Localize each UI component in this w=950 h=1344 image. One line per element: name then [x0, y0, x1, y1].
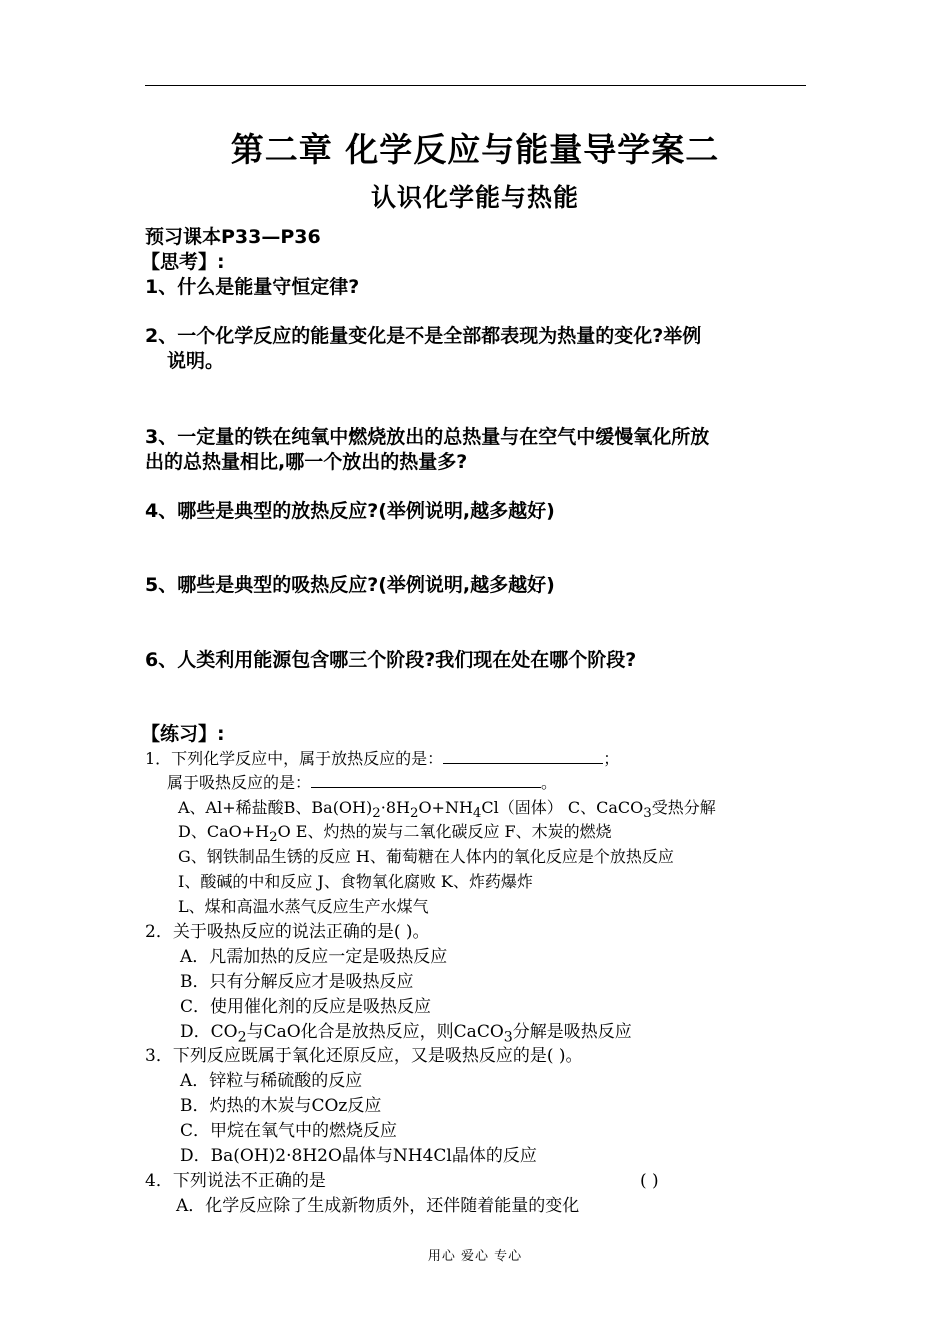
- think-heading: 【思考】:: [141, 251, 225, 273]
- q1-opt1-text-b: ·8H: [380, 798, 410, 817]
- q4-option-a: A．化学反应除了生成新物质外，还伴随着能量的变化: [176, 1196, 580, 1216]
- q2-option-c: C．使用催化剂的反应是吸热反应: [180, 997, 432, 1017]
- page-title: 第二章 化学反应与能量导学案二: [230, 130, 720, 169]
- practice-heading: 【练习】:: [141, 723, 225, 745]
- q1-answer-blank-endothermic[interactable]: [311, 771, 541, 788]
- q3-option-d: D．Ba(OH)2·8H2O晶体与NH4Cl晶体的反应: [180, 1146, 537, 1166]
- q1-options-row4: I、酸碱的中和反应 J、食物氧化腐败 K、炸药爆炸: [178, 872, 533, 891]
- practice-q1-line2: [167, 771, 557, 795]
- page-footer: 用心 爱心 专心: [427, 1249, 523, 1264]
- practice-q3-stem: 3．下列反应既属于氧化还原反应，又是吸热反应的是( )。: [145, 1046, 583, 1066]
- question-5: 5、哪些是典型的吸热反应?(举例说明,越多越好): [145, 574, 555, 596]
- q2-d-text-2: 与CaO化合是放热反应，则CaCO: [246, 1022, 504, 1042]
- q1-opt1-text-a: A、Al+稀盐酸B、Ba(OH): [178, 798, 373, 817]
- practice-q1-stem: [145, 747, 619, 771]
- question-3: 3、一定量的铁在纯氧中燃烧放出的总热量与在空气中缓慢氧化所放: [145, 426, 710, 448]
- q2-option-a: A．凡需加热的反应一定是吸热反应: [180, 947, 448, 967]
- practice-q2-stem: 2．关于吸热反应的说法正确的是( )。: [145, 922, 430, 942]
- q1-opt2-text-b: O E、灼热的炭与二氧化碳反应 F、木炭的燃烧: [277, 822, 612, 841]
- q2-d-text-3: 分解是吸热反应: [512, 1022, 632, 1042]
- q2-d-sub2: 3: [503, 1029, 513, 1046]
- q1-prefix: 1．下列化学反应中，属于放热反应的是：: [145, 749, 444, 768]
- q2-option-b: B．只有分解反应才是吸热反应: [180, 972, 414, 992]
- q2-d-text-1: D．CO: [180, 1022, 238, 1042]
- q1-opt1-sub1: 2: [372, 806, 381, 822]
- q1-opt1-text-c: O+NH: [418, 798, 473, 817]
- q3-option-b: B．灼热的木炭与COz反应: [180, 1096, 382, 1116]
- q1-suffix: ；: [603, 749, 620, 768]
- question-2: 2、一个化学反应的能量变化是不是全部都表现为热量的变化?举例: [145, 325, 702, 347]
- q1-answer-blank-exothermic[interactable]: [443, 747, 603, 764]
- q3-option-a: A．锌粒与稀硫酸的反应: [180, 1071, 363, 1091]
- practice-q4-stem: 4．下列说法不正确的是: [145, 1171, 326, 1191]
- question-4: 4、哪些是典型的放热反应?(举例说明,越多越好): [145, 500, 555, 522]
- question-2-cont: 说明。: [167, 350, 225, 372]
- q1-opt1-sub3: 4: [472, 806, 482, 822]
- q1-options-row3: G、钢铁制品生锈的反应 H、葡萄糖在人体内的氧化反应是个放热反应: [178, 847, 674, 866]
- q4-answer-paren: ( ): [640, 1171, 659, 1191]
- q2-d-sub1: 2: [237, 1029, 247, 1046]
- q1-options-row5: L、煤和高温水蒸气反应生产水煤气: [178, 897, 429, 916]
- q1-line2-prefix: 属于吸热反应的是：: [167, 773, 312, 792]
- q3-option-c: C．甲烷在氧气中的燃烧反应: [180, 1121, 398, 1141]
- q1-opt1-sub4: 3: [643, 806, 652, 822]
- q1-opt2-text-a: D、CaO+H: [178, 822, 270, 841]
- question-1: 1、什么是能量守恒定律?: [145, 276, 360, 298]
- q1-opt1-text-d: Cl（固体） C、CaCO: [481, 798, 644, 817]
- q1-opt2-sub: 2: [269, 830, 278, 846]
- preview-line: 预习课本P33—P36: [145, 226, 321, 248]
- question-6: 6、人类利用能源包含哪三个阶段?我们现在处在哪个阶段?: [145, 649, 637, 671]
- q1-opt1-text-e: 受热分解: [651, 798, 716, 817]
- q1-line2-suffix: 。: [541, 773, 558, 792]
- question-3-cont: 出的总热量相比,哪一个放出的热量多?: [145, 451, 468, 473]
- header-rule: [145, 85, 806, 86]
- page-subtitle: 认识化学能与热能: [370, 183, 579, 212]
- q1-opt1-sub2: 2: [409, 806, 419, 822]
